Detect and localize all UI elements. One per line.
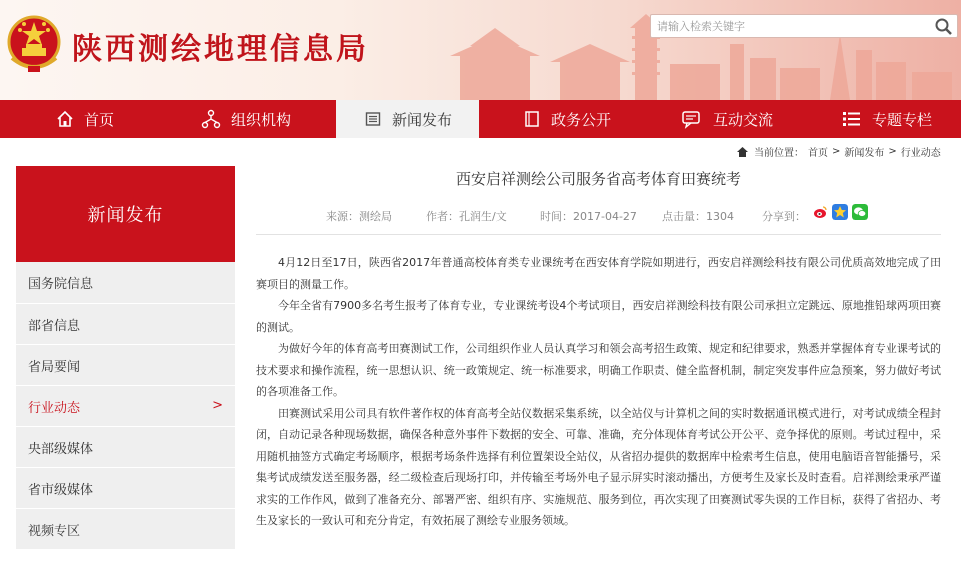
nav-label: 互动交流 <box>713 110 774 129</box>
chat-icon <box>681 109 703 129</box>
article-date: 时间：2017-04-27 <box>540 210 637 223</box>
nav-label: 专题专栏 <box>872 110 933 129</box>
search-box <box>650 14 958 38</box>
sidebar-item-central-media[interactable] <box>16 426 235 467</box>
org-chart-icon <box>201 109 221 129</box>
nav-label: 政务公开 <box>551 110 612 129</box>
sidebar-item-label: 部省信息 <box>28 318 81 334</box>
nav-item-news[interactable] <box>336 100 479 138</box>
sidebar-item-label: 国务院信息 <box>28 277 94 292</box>
article-source: 来源：测绘局 <box>326 210 392 223</box>
breadcrumb-separator: > <box>832 146 841 157</box>
article-body <box>256 252 941 532</box>
article-author: 作者：孔润生/文 <box>426 210 507 223</box>
nav-label: 组织机构 <box>231 110 292 129</box>
sidebar-item-label: 省局要闻 <box>28 359 81 375</box>
breadcrumb-separator: > <box>888 146 897 157</box>
breadcrumb-news[interactable]: 新闻发布 <box>844 148 885 159</box>
sidebar-item-label: 央部级媒体 <box>28 441 94 457</box>
site-header <box>0 0 961 100</box>
breadcrumb-prefix: 当前位置： <box>754 148 804 159</box>
sidebar-item-label: 视频专区 <box>28 523 81 539</box>
nav-item-gov-affairs[interactable] <box>523 100 611 138</box>
sidebar-item-ministry-info[interactable] <box>16 303 235 344</box>
article-hits: 点击量：1304 <box>662 210 734 223</box>
nav-label: 新闻发布 <box>392 110 453 129</box>
nav-label: 首页 <box>84 110 115 129</box>
nav-item-organization[interactable] <box>201 100 291 138</box>
document-icon <box>523 110 541 128</box>
news-icon <box>364 110 382 128</box>
sidebar-item-state-council[interactable] <box>16 262 235 303</box>
main-nav <box>0 100 961 138</box>
chevron-right-icon: > <box>212 398 223 413</box>
sidebar-item-industry-news[interactable] <box>16 385 235 426</box>
divider <box>256 234 941 235</box>
sidebar <box>16 166 235 549</box>
sidebar-item-label: 省市级媒体 <box>28 482 94 498</box>
list-icon <box>842 110 862 128</box>
weibo-share-icon[interactable] <box>812 204 828 220</box>
article-paragraph: 田赛测试采用公司具有软件著作权的体育高考全站仪数据采集系统，以全站仪与计算机之间的实时数据通讯模式进行，对考试成绩全程封闭，自动记录各种现场数据，确保各种意外事件下数据的安全、可靠、准确，充分体现体育考试公开公平、竞争择优的原则。考试过程中，采用随机抽签方式确定考场顺序，根据考场条件选择有利位置架设全站仪，从省招办提供的数据库中检索考生信息，使用电脑语音智能播号，采集考试成绩发送至服务器，经二级检查后现场打印，并传输至考场外电子显示屏实时滚动播出，方便考生及家长及时查看。启祥测绘秉承严谨求实的工作作风，做到了准备充分、部署严密、组织有序、实施规范、服务到位，再次实现了田赛测试零失误的工作目标，获得了省招办、考生及家长的一致认可和充分肯定，有效拓展了测绘专业服务领域。 <box>256 406 941 527</box>
sidebar-item-provincial-media[interactable] <box>16 467 235 508</box>
qzone-share-icon[interactable] <box>832 204 848 220</box>
site-title[interactable]: 陕西测绘地理信息局 <box>72 32 369 67</box>
home-icon <box>736 146 749 158</box>
nav-item-special-topics[interactable] <box>842 100 932 138</box>
share-label: 分享到： <box>762 210 806 223</box>
sidebar-item-label: 行业动态 <box>28 400 81 416</box>
article-paragraph: 为做好今年的体育高考田赛测试工作，公司组织作业人员认真学习和领会高考招生政策、规定和纪律要求，熟悉并掌握体育专业课考试的技术要求和操作流程，统一思想认识、统一政策规定、统一标准要求，明确工作职责、健全监督机制，制定突发事件应急预案，努力做好考试的各项准备工作。 <box>256 342 941 398</box>
breadcrumb-home[interactable]: 首页 <box>808 148 828 159</box>
breadcrumb <box>736 144 945 159</box>
article-title: 西安启祥测绘公司服务省高考体育田赛统考 <box>455 170 741 188</box>
wechat-share-icon[interactable] <box>852 204 868 220</box>
nav-item-home[interactable] <box>56 100 114 138</box>
article-paragraph: 4月12日至17日，陕西省2017年普通高校体育类专业课统考在西安体育学院如期进行，西安启祥测绘科技有限公司优质高效地完成了田赛项目的测量工作。 <box>256 256 941 291</box>
breadcrumb-industry[interactable]: 行业动态 <box>900 148 941 159</box>
sidebar-list <box>16 262 235 549</box>
sidebar-heading: 新闻发布 <box>16 166 235 262</box>
sidebar-item-video[interactable] <box>16 508 235 549</box>
search-input[interactable] <box>657 18 927 35</box>
article-paragraph: 今年全省有7900多名考生报考了体育专业，专业课统考设4个考试项目，西安启祥测绘科技有限公司承担立定跳远、原地推铅球两项田赛的测试。 <box>256 299 941 334</box>
nav-item-interaction[interactable] <box>681 100 773 138</box>
home-icon <box>56 110 74 128</box>
sidebar-item-bureau-news[interactable] <box>16 344 235 385</box>
national-emblem-icon <box>6 14 62 76</box>
search-icon[interactable] <box>934 17 953 36</box>
article-meta <box>256 204 941 228</box>
